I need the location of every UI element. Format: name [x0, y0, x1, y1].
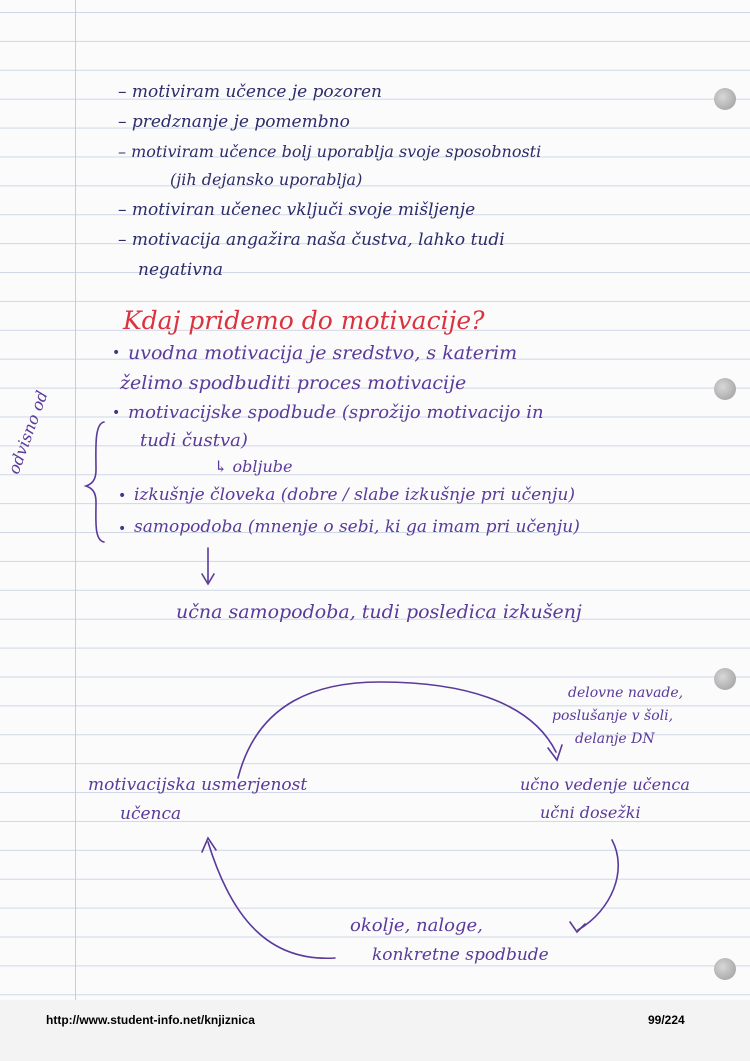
bullet-icon: • [118, 521, 127, 537]
brace-icon [86, 422, 104, 542]
cycle-node-right: učni dosežki [540, 803, 641, 822]
bullet-text: izkušnje človeka (dobre / slabe izkušnje pri učenju) [134, 485, 575, 505]
cycle-node-left: motivacijska usmerjenost [88, 775, 308, 795]
footer-page-number: 99/224 [648, 1013, 685, 1027]
list-item: – motivacija angažira naša čustva, lahko tudi [118, 230, 505, 250]
side-note: odvisno od [4, 388, 52, 477]
bullet-text: tudi čustva) [140, 430, 248, 451]
footer-url: http://www.student-info.net/knjiznica [46, 1013, 255, 1027]
bullet-icon: • [112, 345, 121, 361]
section-heading: Kdaj pridemo do motivacije? [123, 306, 485, 335]
list-item: – motiviram učence je pozoren [118, 82, 382, 102]
cycle-note: poslušanje v šoli, [552, 708, 674, 724]
cycle-node-right: učno vedenje učenca [520, 775, 690, 794]
bullet-subnote: ↳ obljube [214, 457, 293, 476]
cycle-node-left: učenca [120, 804, 182, 824]
cycle-arrow-right [578, 840, 618, 930]
bullet-text: uvodna motivacija je sredstvo, s katerim [128, 342, 518, 364]
cycle-arrow-top [238, 682, 556, 778]
bullet-icon: • [118, 488, 127, 504]
arrowhead-icon [570, 922, 585, 932]
list-item: – predznanje je pomembno [118, 112, 350, 132]
cycle-arrow-left [208, 842, 335, 958]
list-item: negativna [138, 260, 223, 280]
list-item: – motiviram učence bolj uporablja svoje sposobnosti [118, 142, 542, 161]
cycle-node-bottom: konkretne spodbude [372, 945, 549, 965]
cycle-note: delanje DN [575, 731, 655, 747]
list-item: – motiviran učenec vključi svoje mišljenje [118, 200, 476, 220]
cycle-note: delovne navade, [568, 685, 684, 701]
arrow-result-text: učna samopodoba, tudi posledica izkušenj [176, 601, 582, 623]
cycle-node-bottom: okolje, naloge, [350, 915, 483, 936]
arrowhead-icon [548, 745, 562, 760]
bullet-text: želimo spodbuditi proces motivacije [120, 372, 467, 394]
bullet-text: motivacijske spodbude (sprožijo motivacijo in [128, 402, 544, 423]
list-item: (jih dejansko uporablja) [170, 170, 363, 189]
bullet-icon: • [112, 405, 121, 421]
bullet-text: samopodoba (mnenje o sebi, ki ga imam pri učenju) [134, 517, 580, 537]
